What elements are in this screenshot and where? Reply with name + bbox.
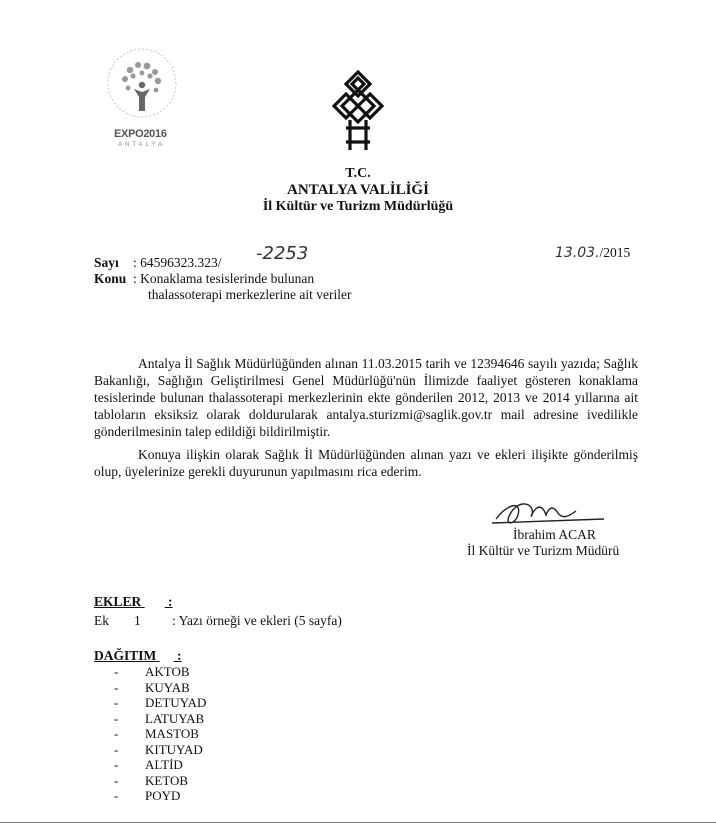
- ek-item: : Yazı örneği ve ekleri (5 sayfa): [172, 613, 342, 628]
- list-item: - POYD: [114, 788, 181, 803]
- header-governorship: ANTALYA VALİLİĞİ: [287, 182, 429, 198]
- header-tc: T.C.: [345, 166, 371, 181]
- list-item: - AKTOB: [114, 664, 190, 679]
- konu-label: Konu: [94, 271, 127, 286]
- ekler-title: EKLER :: [94, 594, 173, 609]
- ek-label: Ek: [94, 613, 109, 628]
- expo-logo-subtext: ANTALYA: [118, 142, 166, 148]
- sayi-label: Sayı: [94, 255, 119, 270]
- date: [555, 245, 630, 261]
- list-item: - MASTOB: [114, 726, 199, 741]
- handwritten-signature: [488, 495, 608, 531]
- konu-line-2: thalassoterapi merkezlerine ait veriler: [148, 287, 352, 302]
- expo-logo-text: EXPO2016: [114, 128, 167, 140]
- signature-block: [467, 527, 619, 559]
- header-directorate: İl Kültür ve Turizm Müdürlüğü: [262, 199, 454, 214]
- signatory-name: İbrahim ACAR: [513, 527, 596, 542]
- konu-line-1: : Konaklama tesislerinde bulunan: [133, 271, 315, 286]
- list-item: - DETUYAD: [114, 695, 207, 710]
- list-item: - LATUYAB: [114, 710, 205, 726]
- list-item: - KUYAB: [114, 679, 190, 695]
- signatory-title: İl Kültür ve Turizm Müdürü: [467, 543, 620, 558]
- dagitim-title: DAĞITIM :: [94, 648, 182, 663]
- sayi-handwritten-number: -2253: [256, 243, 309, 264]
- list-item: - KITUYAD: [114, 741, 203, 757]
- body-paragraph-2: Konuya ilişkin olarak Sağlık İl Müdürlüğünden alınan yazı ve ekleri ilişikte gönderilmiş olup, üyelerinize gerekli duyurunun yapılmasını rica ederim.: [94, 447, 638, 479]
- date-year: /2015: [599, 245, 631, 260]
- ek-number: 1: [134, 613, 141, 628]
- body-paragraph-1: Antalya İl Sağlık Müdürlüğünden alınan 11.03.2015 tarih ve 12394646 sayılı yazıda; Sağlık Bakanlığı, Sağlığın Geliştirilmesi Genel Müdürlüğü'nün İlimizde faaliyet gösteren konaklama tesislerinde bulunan thalassoterapi merkezlerinin ekte gönderilen 2012, 2013 ve 2014 yıllarına ait tabloların eksiksiz olarak doldurularak antalya.sturizmi@saglik.gov.tr mail adresine ivedilikle gönderilmesinin talep edildiği bildirilmiştir.: [94, 356, 638, 439]
- date-handwritten: 13.03.: [555, 245, 600, 261]
- bottom-divider: [0, 822, 716, 823]
- list-item: - ALTİD: [114, 757, 183, 772]
- distribution-list: [114, 664, 206, 804]
- ministry-knot-emblem: [330, 70, 386, 154]
- list-item: - KETOB: [114, 772, 189, 788]
- sayi-value: : 64596323.323/: [133, 255, 222, 270]
